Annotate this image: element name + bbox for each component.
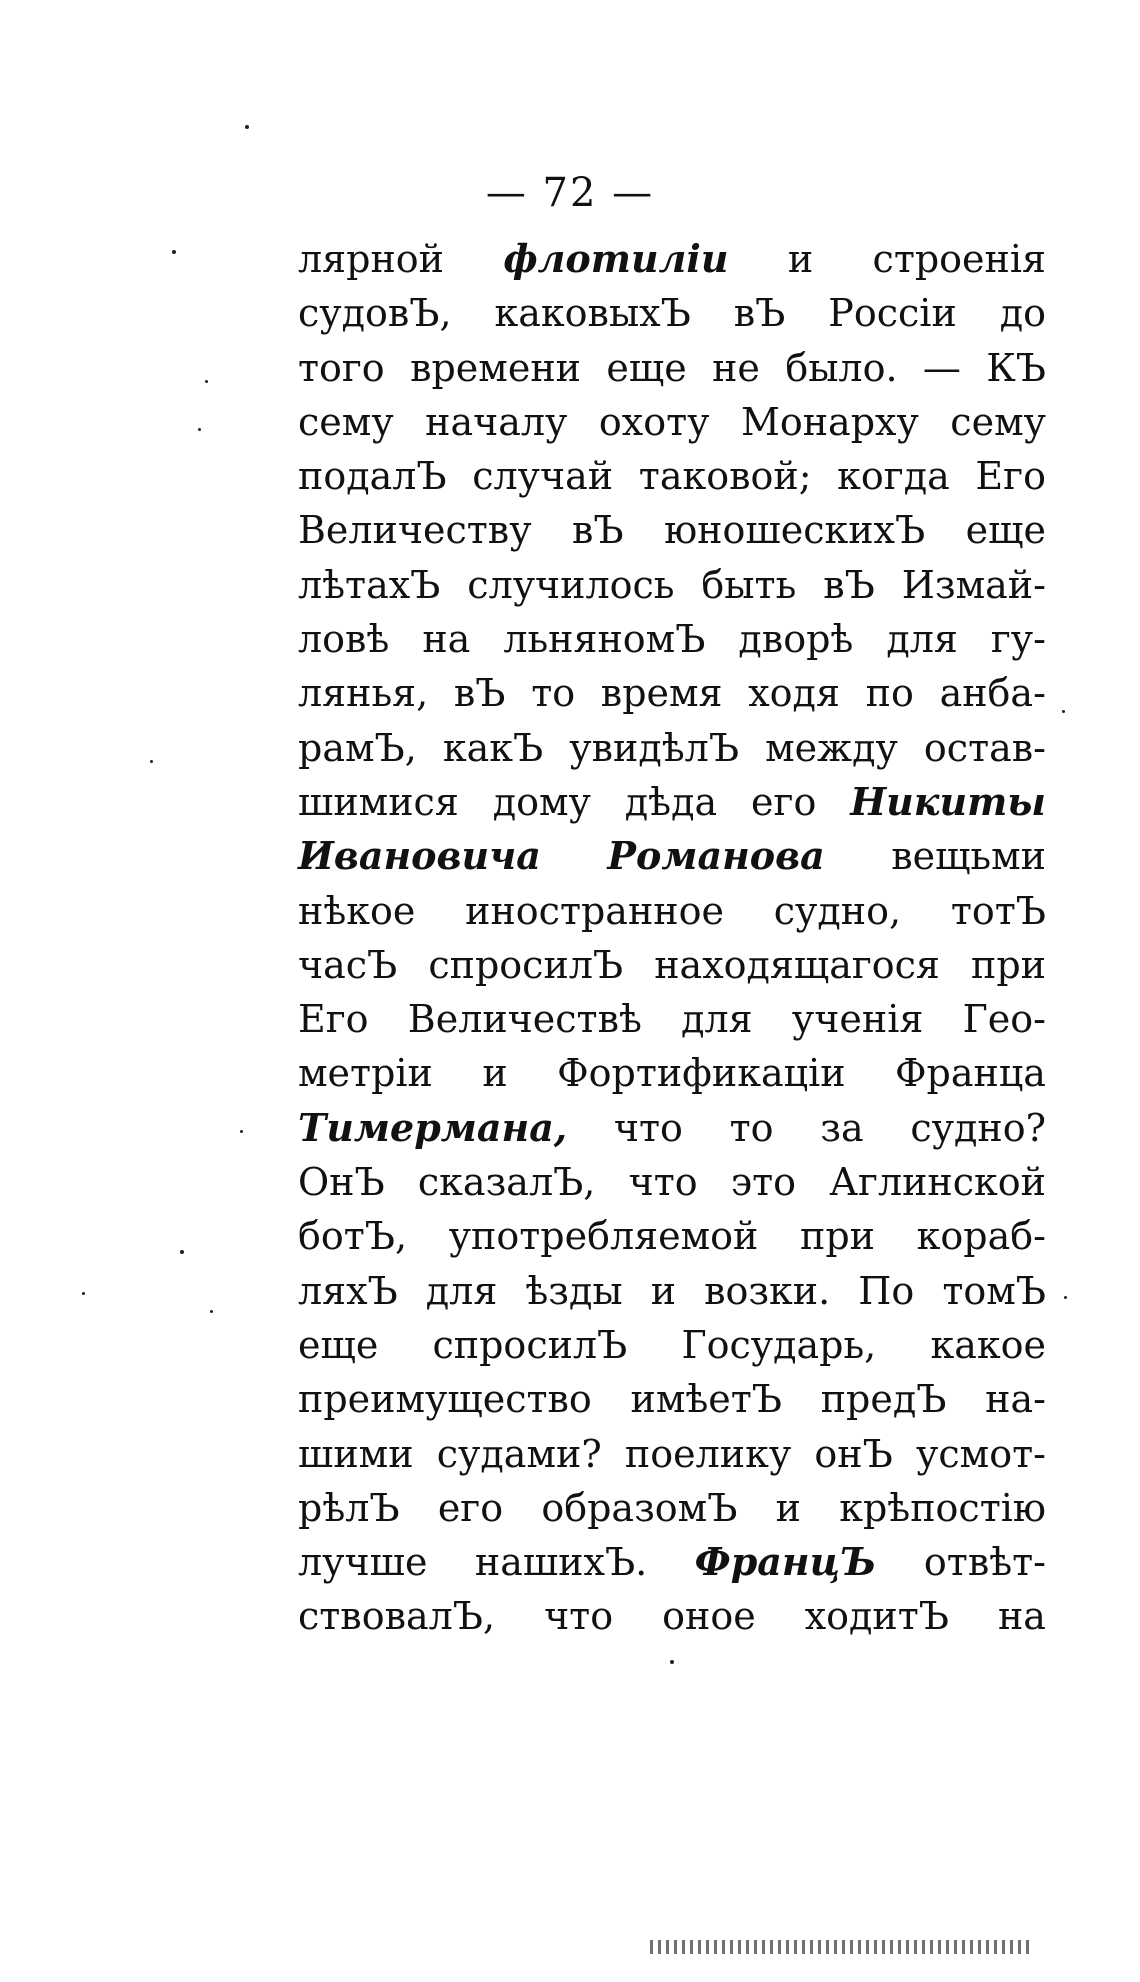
scan-speck — [670, 1660, 674, 1664]
word: — — [922, 345, 961, 390]
word: вещьми — [891, 834, 1046, 879]
word: онЪ — [814, 1431, 893, 1476]
word: льняномЪ — [503, 617, 706, 662]
word: на — [997, 1594, 1046, 1639]
word: Его — [975, 454, 1046, 499]
italic-word: Тимермана, — [298, 1104, 568, 1150]
scan-speck — [172, 250, 176, 254]
word: ходитЪ — [804, 1594, 949, 1639]
word: и — [787, 237, 814, 281]
word: отвѣт- — [923, 1540, 1046, 1585]
word: ученія — [791, 997, 924, 1042]
text-line — [298, 721, 1046, 775]
scan-speck — [205, 380, 208, 383]
word: это — [730, 1160, 797, 1205]
word: рамЪ, — [298, 725, 417, 770]
text-line — [298, 1318, 1046, 1372]
text-line — [298, 449, 1046, 503]
scan-speck — [198, 428, 201, 431]
word: то — [729, 1105, 774, 1150]
word: гу- — [990, 617, 1046, 662]
text-line — [298, 1155, 1046, 1209]
word: сему — [950, 399, 1046, 444]
text-line — [298, 829, 1046, 883]
word: имѣетЪ — [630, 1377, 782, 1422]
word: находящагося — [654, 942, 940, 987]
word: КЪ — [986, 345, 1046, 390]
italic-word: Романова — [607, 833, 825, 879]
word: сему — [298, 399, 394, 444]
word: лярной — [298, 237, 444, 281]
word: до — [999, 291, 1046, 336]
word: шими — [298, 1431, 414, 1476]
word: лѣтахЪ — [298, 562, 441, 607]
text-line — [298, 1046, 1046, 1100]
scan-speck — [180, 1250, 184, 1254]
word: вЪ — [823, 562, 875, 607]
word: его — [437, 1485, 504, 1530]
word: ляхЪ — [298, 1268, 398, 1313]
word: спросилЪ — [432, 1322, 628, 1367]
word: остав- — [923, 725, 1046, 770]
text-line — [298, 992, 1046, 1046]
word: на- — [985, 1377, 1046, 1422]
word: ловѣ — [298, 617, 390, 662]
footer-print-marks — [650, 1940, 1030, 1954]
text-line — [298, 286, 1046, 340]
word: какЪ — [442, 725, 544, 770]
word: шимися — [298, 779, 459, 824]
text-line — [298, 1209, 1046, 1263]
word: на — [422, 617, 471, 662]
word: ѣзды — [525, 1268, 623, 1313]
word: не — [712, 345, 760, 390]
scan-speck — [1062, 710, 1065, 713]
word: для — [425, 1268, 498, 1313]
word: строенія — [872, 237, 1046, 281]
word: его — [751, 779, 817, 824]
scan-speck — [245, 125, 249, 129]
word: время — [600, 671, 723, 716]
word: спросилЪ — [428, 942, 624, 987]
word: и — [775, 1485, 801, 1530]
word: дѣда — [624, 779, 718, 824]
text-line — [298, 666, 1046, 720]
word: для — [681, 997, 753, 1042]
word: дому — [492, 779, 591, 824]
text-line — [298, 1427, 1046, 1481]
word: крѣпостію — [839, 1485, 1046, 1530]
scan-speck — [210, 1310, 213, 1313]
word: то — [531, 671, 576, 716]
word: что — [613, 1105, 683, 1150]
word: рѣлЪ — [298, 1485, 400, 1530]
word: нѣкое — [298, 888, 416, 933]
text-line — [298, 232, 1046, 286]
word: Фортификаціи — [557, 1051, 846, 1096]
word: преимущество — [298, 1377, 592, 1422]
word: еще — [298, 1322, 379, 1367]
word: того — [298, 345, 385, 390]
word: для — [886, 617, 958, 662]
text-line — [298, 1481, 1046, 1535]
word: употребляемой — [448, 1214, 759, 1259]
text-line — [298, 938, 1046, 992]
word: охоту — [598, 399, 710, 444]
word: вЪ — [572, 508, 624, 553]
word: и — [650, 1268, 677, 1313]
word: времени — [410, 345, 581, 390]
word: поелику — [624, 1431, 792, 1476]
word: образомЪ — [541, 1485, 738, 1530]
scan-speck — [240, 1130, 243, 1133]
word: Франца — [895, 1051, 1046, 1096]
word: увидѣлЪ — [569, 725, 740, 770]
page-number: — 72 — — [485, 170, 655, 216]
word: судовЪ, — [298, 291, 452, 336]
word: вЪ — [733, 291, 786, 336]
word: каковыхЪ — [494, 291, 691, 336]
word: тотЪ — [950, 888, 1046, 933]
word: предЪ — [820, 1377, 947, 1422]
word: и — [482, 1051, 508, 1096]
text-line — [298, 395, 1046, 449]
word: Величеству — [298, 508, 532, 553]
word: когда — [837, 454, 950, 499]
word: дворѣ — [738, 617, 854, 662]
scan-speck — [1064, 1296, 1067, 1299]
word: судами? — [436, 1431, 602, 1476]
scan-speck — [82, 1292, 85, 1295]
word: при — [800, 1214, 875, 1259]
text-line — [298, 1372, 1046, 1426]
word: ходя — [748, 671, 840, 716]
word: таковой; — [638, 454, 812, 499]
word: что — [544, 1594, 614, 1639]
word: Его — [298, 997, 369, 1042]
word: какое — [930, 1322, 1046, 1367]
word: Монарху — [740, 399, 919, 444]
word: По — [858, 1268, 915, 1313]
text-line — [298, 1535, 1046, 1589]
word: случилось — [467, 562, 675, 607]
word: анба- — [939, 671, 1046, 716]
text-line — [298, 503, 1046, 557]
word: Россіи — [828, 291, 957, 336]
text-line — [298, 612, 1046, 666]
word: юношескихЪ — [664, 508, 926, 553]
word: случай — [472, 454, 614, 499]
word: лучше — [298, 1540, 428, 1585]
word: сказалЪ, — [417, 1160, 596, 1205]
word: началу — [425, 399, 568, 444]
text-line — [298, 1264, 1046, 1318]
word: кораб- — [916, 1214, 1046, 1259]
word: было. — [785, 345, 898, 390]
word: усмот- — [916, 1431, 1046, 1476]
word: судно, — [773, 888, 902, 933]
word: оное — [662, 1594, 756, 1639]
italic-word: флотиліи — [503, 236, 729, 281]
word: по — [865, 671, 914, 716]
word: Гео- — [962, 997, 1046, 1042]
italic-word: Ивановича — [298, 833, 541, 879]
text-line — [298, 1589, 1046, 1643]
scan-speck — [150, 760, 153, 763]
italic-word: Никиты — [850, 778, 1046, 824]
word: Аглинской — [829, 1160, 1046, 1205]
word: метріи — [298, 1051, 433, 1096]
text-line — [298, 558, 1046, 612]
page-text — [298, 232, 1046, 1644]
word: за — [820, 1105, 864, 1150]
word: ОнЪ — [298, 1160, 385, 1205]
word: возки. — [704, 1268, 831, 1313]
word: еще — [606, 345, 687, 390]
word: вЪ — [453, 671, 506, 716]
word: ствовалЪ, — [298, 1594, 496, 1639]
italic-word: ФранцЪ — [694, 1539, 877, 1585]
text-line — [298, 775, 1046, 829]
word: ботЪ, — [298, 1214, 408, 1259]
word: при — [971, 942, 1046, 987]
word: нашихЪ. — [474, 1540, 648, 1585]
word: еще — [965, 508, 1046, 553]
word: что — [628, 1160, 698, 1205]
word: подалЪ — [298, 454, 447, 499]
word: судно? — [910, 1105, 1046, 1150]
word: Величествѣ — [407, 997, 642, 1042]
word: Измай- — [901, 562, 1046, 607]
text-line — [298, 341, 1046, 395]
word: часЪ — [298, 942, 398, 987]
word: лянья, — [298, 671, 429, 716]
word: между — [765, 725, 898, 770]
word: томЪ — [942, 1268, 1046, 1313]
text-line — [298, 1101, 1046, 1155]
word: иностранное — [465, 888, 724, 933]
word: быть — [701, 562, 797, 607]
text-line — [298, 884, 1046, 938]
word: Государь, — [681, 1322, 877, 1367]
